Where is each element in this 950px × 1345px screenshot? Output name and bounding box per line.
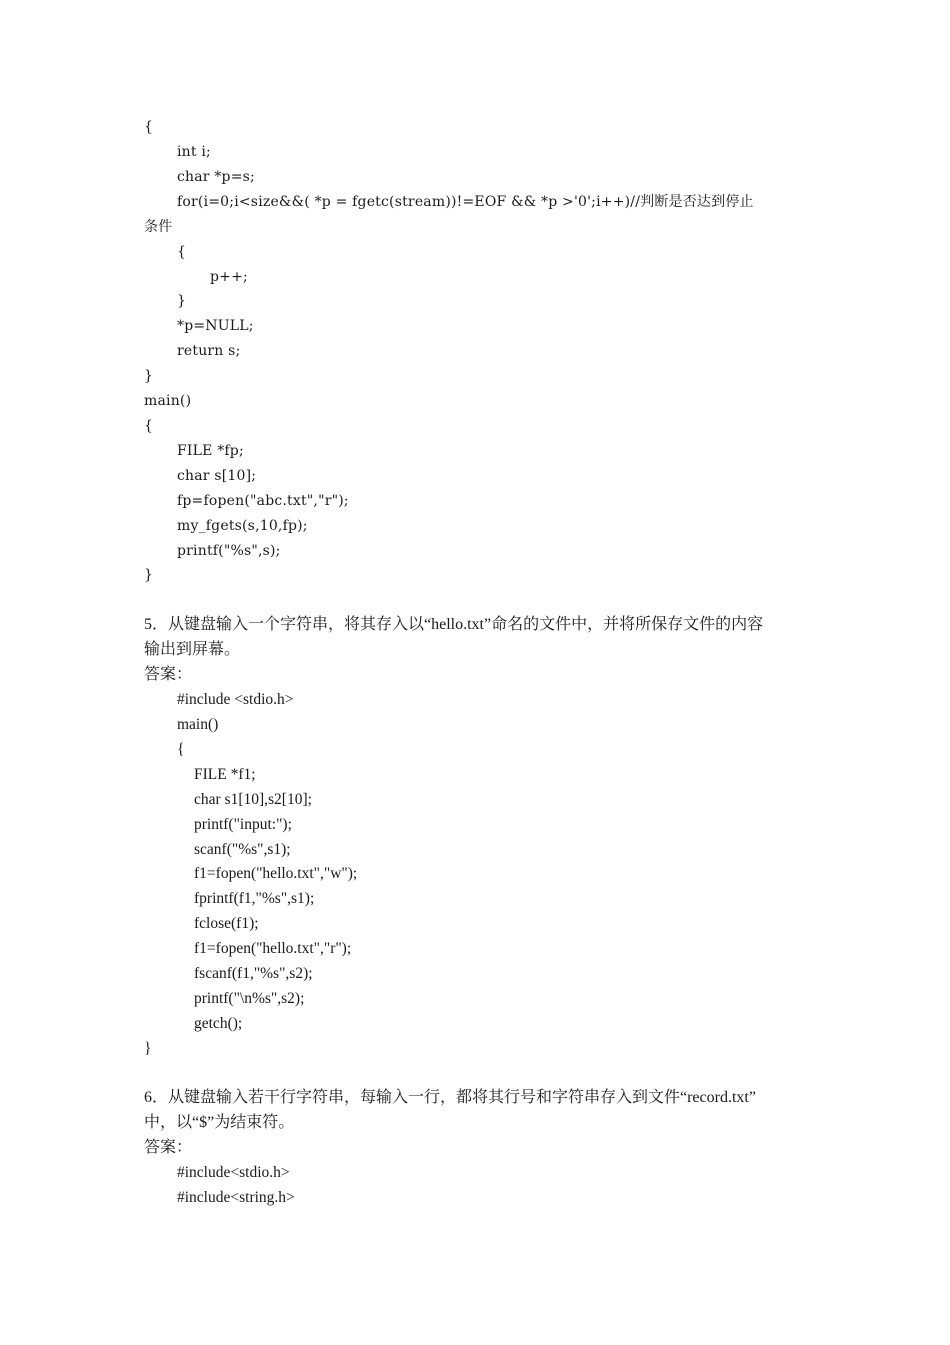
code-line: #include <stdio.h> xyxy=(177,691,294,708)
code-line: #include<stdio.h> xyxy=(177,1164,290,1181)
code-line: printf("input:"); xyxy=(194,816,292,833)
code-line: printf("\n%s",s2); xyxy=(194,990,305,1007)
code-line: my_fgets(s,10,fp); xyxy=(177,518,308,534)
question-text: 输出到屏幕。 xyxy=(144,641,241,658)
question-text: 5．从键盘输入一个字符串，将其存入以“hello.txt”命名的文件中，并将所保存文件的内容 xyxy=(144,616,764,633)
code-line: } xyxy=(144,567,154,583)
code-line: getch(); xyxy=(194,1015,243,1032)
code-line: { xyxy=(144,119,154,135)
code-line: int i; xyxy=(177,144,211,160)
code-line: f1=fopen("hello.txt","w"); xyxy=(194,865,358,882)
code-line: fprintf(f1,"%s",s1); xyxy=(194,890,315,907)
code-line: fscanf(f1,"%s",s2); xyxy=(194,965,313,982)
code-line: } xyxy=(144,1040,152,1057)
code-line: fclose(f1); xyxy=(194,915,259,932)
code-line: printf("%s",s); xyxy=(177,543,281,559)
answer-label: 答案： xyxy=(144,1139,193,1156)
code-line: FILE *f1; xyxy=(194,766,256,783)
code-line: } xyxy=(177,293,187,309)
code-line: f1=fopen("hello.txt","r"); xyxy=(194,940,352,957)
code-line: fp=fopen("abc.txt","r"); xyxy=(177,493,349,509)
code-line: return s; xyxy=(177,343,241,359)
code-line: FILE *fp; xyxy=(177,443,244,459)
code-line: char s1[10],s2[10]; xyxy=(194,791,312,808)
code-line: #include<string.h> xyxy=(177,1189,295,1206)
question-text: 中，以“$”为结束符。 xyxy=(144,1114,295,1131)
code-line: *p=NULL; xyxy=(177,318,254,334)
code-line: { xyxy=(177,244,187,260)
code-line: main() xyxy=(144,393,192,409)
code-line: main() xyxy=(177,716,219,733)
code-line: } xyxy=(144,368,154,384)
code-line: scanf("%s",s1); xyxy=(194,841,291,858)
question-text: 6．从键盘输入若干行字符串，每输入一行，都将其行号和字符串存入到文件“record.txt” xyxy=(144,1089,756,1106)
code-line: { xyxy=(144,418,154,434)
code-line: for(i=0;i<size&&( *p = fgetc(stream))!=EOF && *p >'0';i++)//判断是否达到停止 xyxy=(177,194,754,210)
code-line: { xyxy=(177,741,185,758)
code-line: char *p=s; xyxy=(177,169,255,185)
code-line: char s[10]; xyxy=(177,468,257,484)
answer-label: 答案： xyxy=(144,666,193,683)
code-line: 条件 xyxy=(144,219,173,235)
code-line: p++; xyxy=(210,269,248,285)
